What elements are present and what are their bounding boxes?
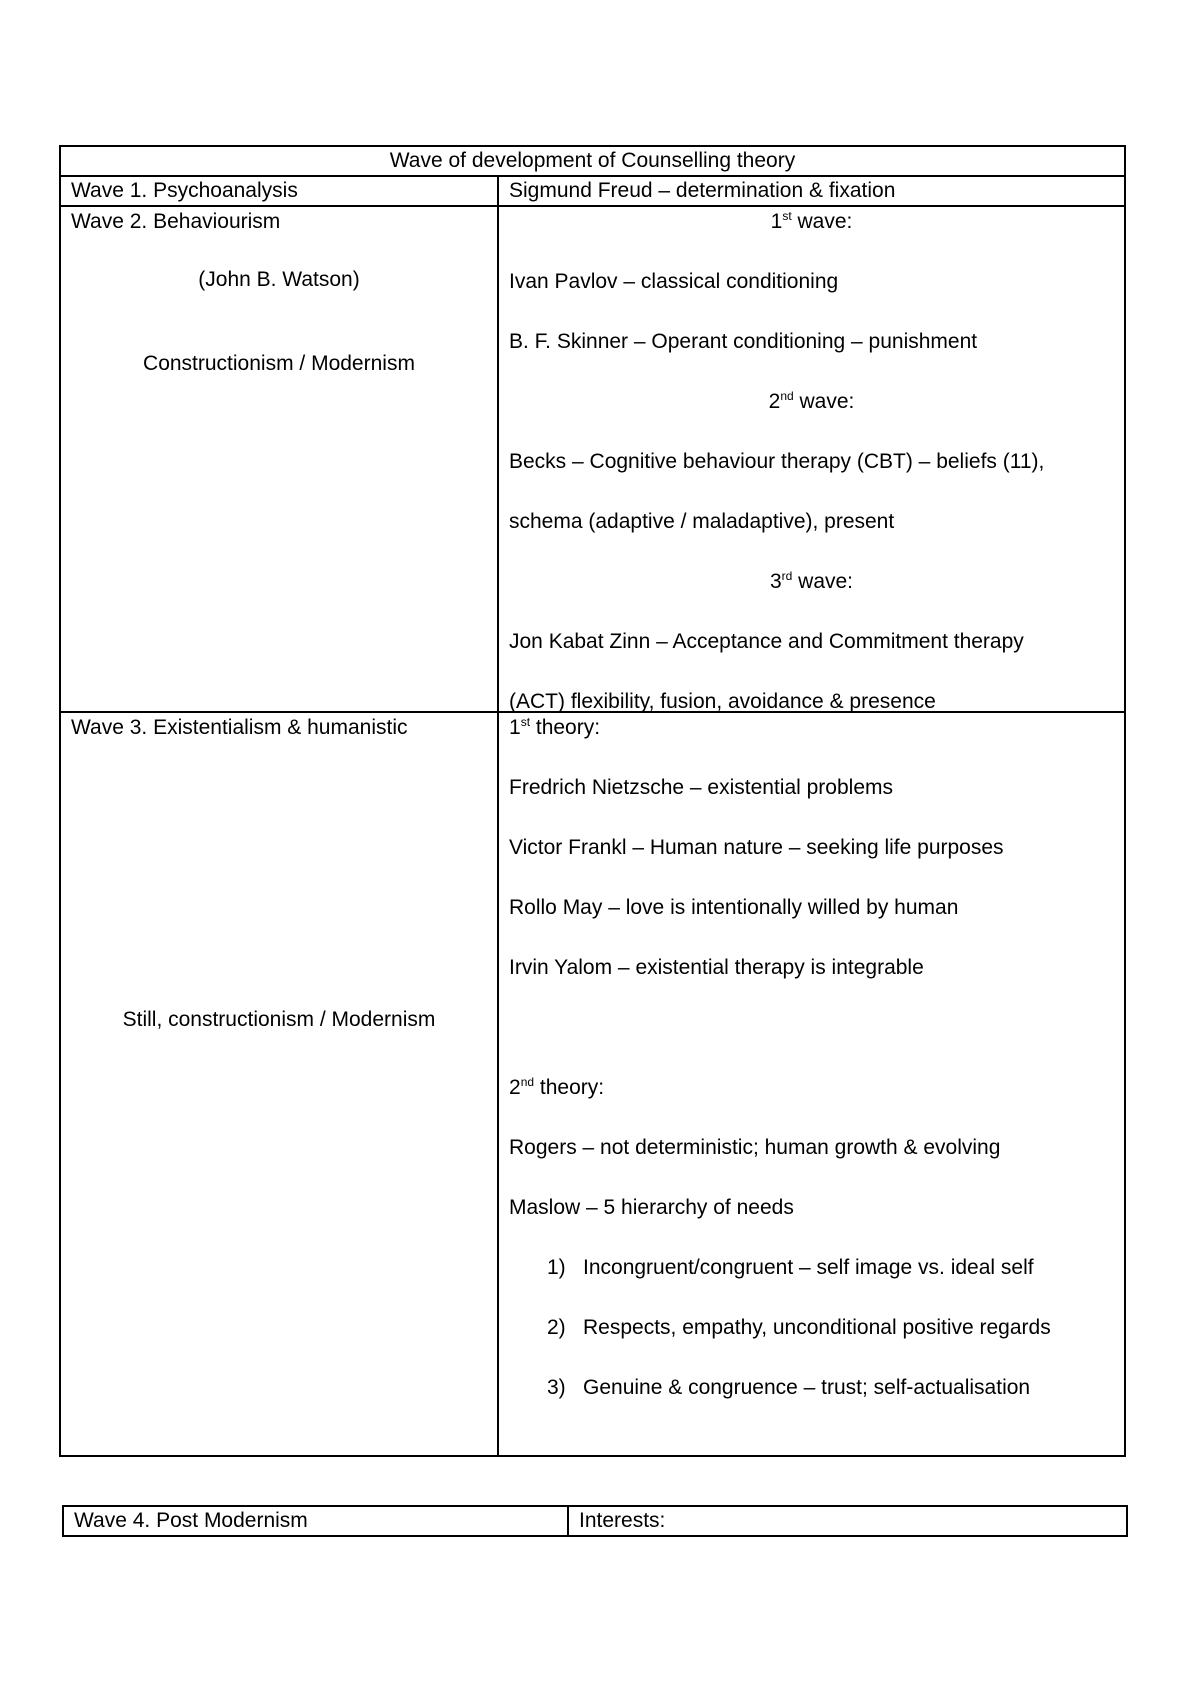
wave3-details	[498, 712, 1125, 1456]
second-theory-heading: 2nd theory:	[509, 1075, 605, 1099]
list-item: 3) Genuine & congruence – trust; self-actualisation	[547, 1376, 1031, 1399]
behaviour-first-wave-heading: 1st wave:	[770, 209, 853, 233]
yalom-entry: Irvin Yalom – existential therapy is integrable	[509, 956, 924, 979]
wave4-interests: Interests:	[568, 1506, 1127, 1536]
counselling-theory-table	[59, 145, 1126, 1457]
pavlov-entry: Ivan Pavlov – classical conditioning	[509, 270, 839, 293]
frankl-entry: Victor Frankl – Human nature – seeking life purposes	[509, 836, 1004, 859]
wave2-founder: (John B. Watson)	[198, 268, 360, 291]
rogers-entry: Rogers – not deterministic; human growth & evolving	[509, 1136, 1001, 1159]
wave2-paradigm: Constructionism / Modernism	[143, 352, 415, 375]
wave3-label: Wave 3. Existentialism & humanistic	[71, 716, 408, 739]
kabat-zinn-entry-continued: (ACT) flexibility, fusion, avoidance & presence	[509, 690, 936, 713]
wave4-table	[62, 1505, 1128, 1537]
behaviour-second-wave-heading: 2nd wave:	[768, 389, 855, 413]
wave4-label: Wave 4. Post Modernism	[63, 1506, 568, 1536]
table-title: Wave of development of Counselling theory	[60, 146, 1125, 176]
wave1-label: Wave 1. Psychoanalysis	[60, 176, 498, 206]
list-item: 1) Incongruent/congruent – self image vs. ideal self	[547, 1256, 1034, 1279]
skinner-entry: B. F. Skinner – Operant conditioning – punishment	[509, 330, 978, 353]
may-entry: Rollo May – love is intentionally willed by human	[509, 896, 959, 919]
wave2-label: Wave 2. Behaviourism	[71, 210, 281, 233]
wave2-cell	[60, 206, 498, 712]
wave3-paradigm: Still, constructionism / Modernism	[122, 1008, 436, 1031]
wave3-cell	[60, 712, 498, 1456]
behaviour-third-wave-heading: 3rd wave:	[769, 569, 854, 593]
wave2-details	[498, 206, 1125, 712]
list-item: 2) Respects, empathy, unconditional positive regards	[547, 1316, 1051, 1339]
becks-entry-continued: schema (adaptive / maladaptive), present	[509, 510, 895, 533]
spacer	[509, 1013, 1114, 1073]
nietzsche-entry: Fredrich Nietzsche – existential problems	[509, 776, 893, 799]
first-theory-heading: 1st theory:	[509, 715, 601, 739]
kabat-zinn-entry: Jon Kabat Zinn – Acceptance and Commitment therapy	[509, 630, 1024, 653]
wave1-description: Sigmund Freud – determination & fixation	[498, 176, 1125, 206]
maslow-entry: Maslow – 5 hierarchy of needs	[509, 1196, 794, 1219]
becks-entry: Becks – Cognitive behaviour therapy (CBT) – beliefs (11),	[509, 450, 1045, 473]
